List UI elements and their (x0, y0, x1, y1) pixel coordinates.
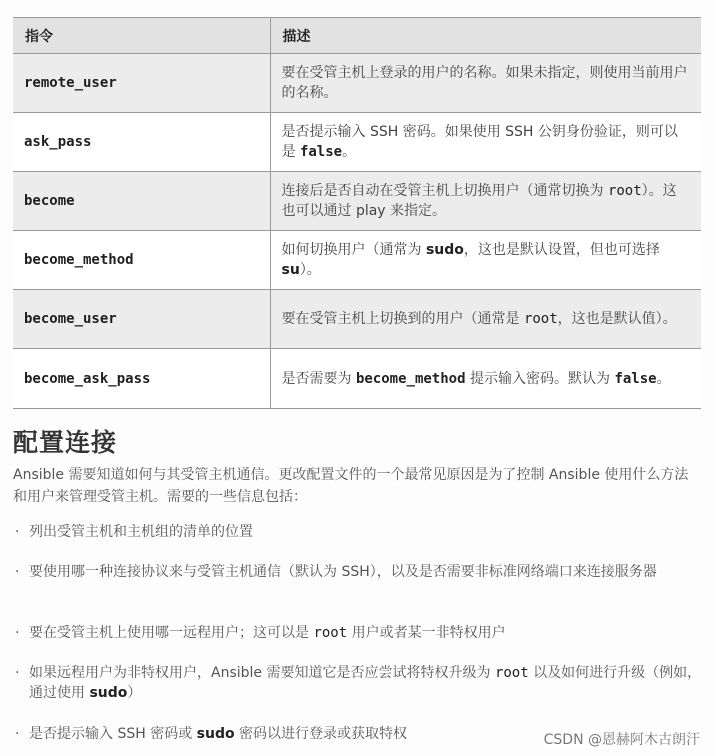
text-run: 提示输入密码。默认为 (465, 370, 615, 387)
directive-description (270, 349, 701, 409)
text-run: 连接后是否自动在受管主机上切换用户（通常切换为 (281, 183, 608, 199)
text-run: 是否提示输入 SSH 密码。如果使用 SSH 公钥身份验证，则可以是 (281, 124, 678, 160)
list-item (13, 522, 703, 542)
header-directive: 指令 (13, 18, 270, 54)
text-run: 以及如何进行升级（例如，通过使用 (29, 665, 702, 701)
directive-description (270, 172, 701, 231)
directive-description (270, 290, 701, 349)
section-intro: Ansible 需要知道如何与其受管主机通信。更改配置文件的一个最常见原因是为了控制 Ansible 使用什么方法和用户来管理受管主机。需要的一些信息包括： (13, 467, 689, 505)
table-row (13, 113, 701, 172)
list-item (13, 562, 703, 582)
text-run: 是否需要为 (281, 370, 356, 387)
watermark: CSDN @恩赫阿木古朗汗 (544, 729, 700, 749)
text-run: 要在受管主机上登录的用户的名称。如果未指定，则使用当前用户的名称。 (281, 65, 688, 101)
table-body (13, 54, 701, 409)
inline-command: sudo (196, 726, 235, 742)
table-row (13, 231, 701, 290)
directive-description (270, 231, 701, 290)
inline-code: root (313, 625, 348, 641)
text-run: ） (127, 685, 142, 701)
text-run: ，这也是默认值）。 (557, 311, 677, 327)
text-run: 用户或者某一非特权用户 (347, 625, 506, 641)
table-row (13, 54, 701, 113)
directive-name: become_ask_pass (13, 349, 270, 409)
header-description: 描述 (270, 18, 701, 54)
directive-name: become_user (13, 290, 270, 349)
directive-name: ask_pass (13, 113, 270, 172)
bullet-icon: · (15, 726, 20, 742)
list-item (13, 623, 703, 643)
table-row (13, 349, 701, 409)
inline-code: root (607, 183, 642, 199)
directive-description (270, 113, 701, 172)
directive-name: become_method (13, 231, 270, 290)
bullet-icon: · (15, 524, 20, 540)
text-run: 要在受管主机上切换到的用户（通常是 (281, 311, 524, 327)
text-run: ，这也是默认设置，但也可选择 (463, 242, 660, 258)
text-run: 。 (342, 144, 357, 160)
list-item (13, 663, 703, 703)
inline-command: sudo (425, 242, 464, 258)
inline-code: root (523, 311, 558, 327)
directive-name: remote_user (13, 54, 270, 113)
inline-code: root (494, 665, 529, 681)
inline-code: become_method (355, 370, 466, 387)
inline-command: su (281, 262, 300, 278)
directive-name: become (13, 172, 270, 231)
inline-code: false (299, 144, 343, 160)
directive-description (270, 54, 701, 113)
inline-command: sudo (89, 685, 128, 701)
text-run: 如何切换用户（通常为 (281, 242, 426, 258)
inline-code: false (614, 370, 657, 387)
text-run: ）。 (299, 262, 321, 278)
text-run: 是否提示输入 SSH 密码或 (29, 726, 197, 742)
text-run: 。 (656, 370, 671, 387)
bullet-icon: · (15, 564, 20, 580)
section-title: 配置连接 (13, 428, 118, 457)
bullet-icon: · (15, 625, 20, 641)
table-header-row (13, 18, 701, 54)
text-run: 要在受管主机上使用哪一远程用户；这可以是 (29, 625, 314, 641)
table-row (13, 290, 701, 349)
text-run: ）。这也可以通过 play 来指定。 (281, 183, 677, 219)
bullet-icon: · (15, 665, 20, 681)
text-run: 要使用哪一种连接协议来与受管主机通信（默认为 SSH），以及是否需要非标准网络端口来连接服务器 (29, 564, 657, 580)
text-run: 密码以进行登录或获取特权 (234, 726, 408, 742)
table-row (13, 172, 701, 231)
directives-table (13, 17, 701, 409)
text-run: 如果远程用户为非特权用户，Ansible 需要知道它是否应尝试将特权升级为 (29, 665, 495, 681)
text-run: 列出受管主机和主机组的清单的位置 (29, 524, 253, 540)
